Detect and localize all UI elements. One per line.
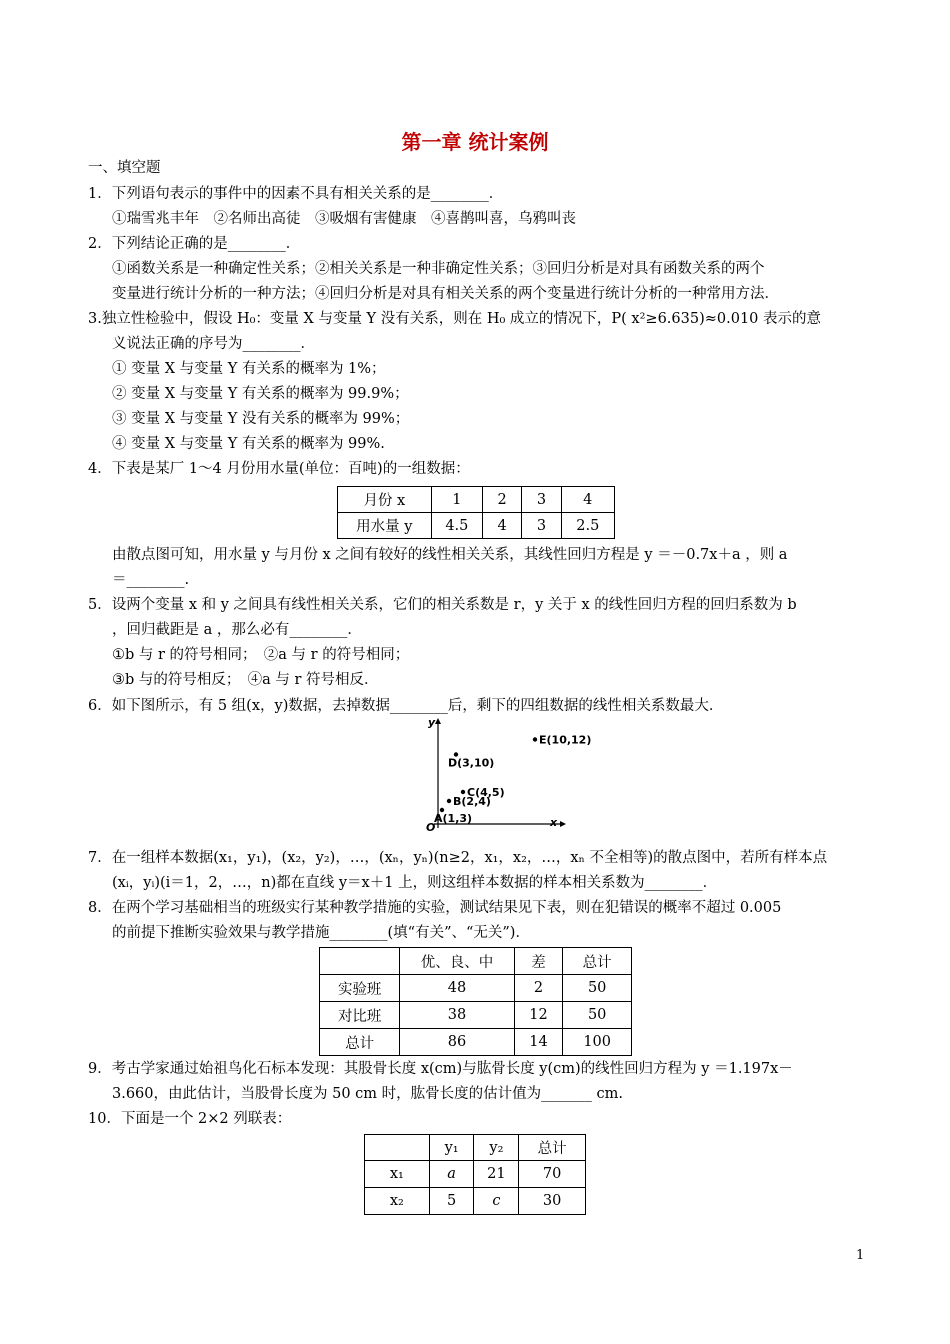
- table-cell: [320, 948, 400, 975]
- question-2-options-line1: ①函数关系是一种确定性关系；②相关关系是一种非确定性关系；③回归分析是对具有函数关系的两个: [112, 261, 765, 277]
- table-cell: 3: [522, 487, 561, 513]
- table-cell: 5: [429, 1188, 474, 1215]
- question-3-cont: 义说法正确的序号为________．: [112, 336, 315, 352]
- table-cell: 12: [514, 1002, 563, 1029]
- scatter-point-label: E(10,12): [539, 733, 592, 747]
- question-4: 4．下表是某厂 1～4 月份用水量(单位：百吨)的一组数据：: [88, 461, 470, 477]
- page-title: 第一章 统计案例: [401, 130, 549, 154]
- table-cell: 14: [514, 1029, 563, 1056]
- table-cell: 差: [514, 948, 563, 975]
- table-cell: 4.5: [431, 513, 482, 539]
- scatter-point-label: B(2,4): [453, 795, 491, 808]
- table-cell: 总计: [563, 948, 632, 975]
- question-5: 5．设两个变量 x 和 y 之间具有线性相关关系，它们的相关系数是 r，y 关于 x 的线性回归方程的回归系数为 b: [88, 597, 797, 613]
- scatter-point: [461, 790, 465, 794]
- table-cell: x₁: [365, 1161, 430, 1188]
- table-cell: 100: [563, 1029, 632, 1056]
- page-number: 1: [856, 1248, 865, 1263]
- table-cell: 38: [400, 1002, 514, 1029]
- table-cell: 总计: [320, 1029, 400, 1056]
- question-1: 1．下列语句表示的事件中的因素不具有相关关系的是________．: [88, 186, 504, 202]
- table-cell: 70: [519, 1161, 586, 1188]
- table-cell: 总计: [519, 1135, 586, 1161]
- scatter-point-label: C(4,5): [467, 786, 505, 799]
- x-axis-arrow: [560, 821, 566, 827]
- question-4-cont: 由散点图可知，用水量 y 与月份 x 之间有较好的线性相关关系，其线性回归方程是 y ＝－0.7x＋a ，则 a: [112, 547, 788, 563]
- class-results-table: [319, 947, 632, 1056]
- question-5-cont: ，回归截距是 a ，那么必有________．: [112, 622, 362, 638]
- question-4-answer: ＝________.: [112, 572, 190, 588]
- scatter-point: [533, 737, 537, 741]
- table-cell: 用水量 y: [338, 513, 432, 539]
- section-heading: 一、填空题: [88, 160, 161, 176]
- question-6: 6．如下图所示，有 5 组(x，y)数据，去掉数据________后，剩下的四组数据的线性相关系数最大．: [88, 698, 724, 714]
- question-9: 9．考古学家通过始祖鸟化石标本发现：其股骨长度 x(cm)与肱骨长度 y(cm)的线性回归方程为 y ＝1.197x－: [88, 1061, 793, 1077]
- table-cell: 实验班: [320, 975, 400, 1002]
- scatter-point-label: D(3,10): [448, 756, 495, 770]
- table-cell: 30: [519, 1188, 586, 1215]
- table-cell: y₂: [474, 1135, 519, 1161]
- table-cell: 2.5: [561, 513, 614, 539]
- table-cell: 3: [522, 513, 561, 539]
- question-5-options-2: ③b 与的符号相反； ④a 与 r 符号相反．: [112, 672, 379, 688]
- question-9-cont: 3.660，由此估计，当股骨长度为 50 cm 时，肱骨长度的估计值为_______ cm.: [112, 1086, 623, 1102]
- question-8: 8．在两个学习基础相当的班级实行某种教学措施的实验，测试结果见下表，则在犯错误的概率不超过 0.005: [88, 900, 782, 916]
- table-cell: 2: [514, 975, 563, 1002]
- table-cell: x₂: [365, 1188, 430, 1215]
- table-cell: 1: [431, 487, 482, 513]
- table-cell: 50: [563, 975, 632, 1002]
- x-axis-label: x: [550, 816, 558, 829]
- question-8-cont: 的前提下推断实验效果与教学措施________(填“有关”、“无关”)．: [112, 925, 530, 941]
- table-cell: 48: [400, 975, 514, 1002]
- table-cell: [365, 1135, 430, 1161]
- question-3-option-2: ② 变量 X 与变量 Y 有关系的概率为 99.9%；: [112, 386, 409, 402]
- question-3: 3.独立性检验中，假设 H₀：变量 X 与变量 Y 没有关系，则在 H₀ 成立的情况下，P( x²≥6.635)≈0.010 表示的意: [88, 311, 822, 327]
- question-2: 2．下列结论正确的是________．: [88, 236, 301, 252]
- table-cell: c: [474, 1188, 519, 1215]
- table-cell: 优、良、中: [400, 948, 514, 975]
- question-5-options-1: ①b 与 r 的符号相同； ②a 与 r 的符号相同；: [112, 647, 410, 663]
- scatter-figure: [410, 712, 592, 836]
- y-axis-label: y: [428, 716, 436, 729]
- question-2-options-line2: 变量进行统计分析的一种方法；④回归分析是对具有相关关系的两个变量进行统计分析的一种常用方法．: [112, 286, 779, 302]
- table-cell: 2: [483, 487, 522, 513]
- table-cell: y₁: [429, 1135, 474, 1161]
- table-cell: 86: [400, 1029, 514, 1056]
- table-cell: 4: [483, 513, 522, 539]
- question-3-option-4: ④ 变量 X 与变量 Y 有关系的概率为 99%.: [112, 436, 385, 452]
- scatter-point: [447, 799, 451, 803]
- contingency-table: [364, 1134, 586, 1215]
- question-7: 7．在一组样本数据(x₁，y₁)，(x₂，y₂)，…，(xₙ，yₙ)(n≥2，x₁，x₂，…，xₙ 不全相等)的散点图中，若所有样本点: [88, 850, 828, 866]
- question-3-option-1: ① 变量 X 与变量 Y 有关系的概率为 1%；: [112, 361, 386, 377]
- table-cell: 4: [561, 487, 614, 513]
- question-7-cont: (xᵢ，yᵢ)(i＝1，2，…，n)都在直线 y＝x＋1 上，则这组样本数据的样本相关系数为________．: [112, 875, 718, 891]
- table-cell: 月份 x: [338, 487, 432, 513]
- table-cell: 对比班: [320, 1002, 400, 1029]
- question-1-options: ①瑞雪兆丰年 ②名师出高徒 ③吸烟有害健康 ④喜鹊叫喜，乌鸦叫丧: [112, 211, 576, 227]
- origin-label: O: [426, 821, 436, 834]
- water-usage-table: [337, 486, 615, 539]
- table-cell: 21: [474, 1161, 519, 1188]
- question-10: 10．下面是一个 2×2 列联表：: [88, 1111, 292, 1127]
- table-cell: a: [429, 1161, 474, 1188]
- question-3-option-3: ③ 变量 X 与变量 Y 没有关系的概率为 99%；: [112, 411, 410, 427]
- scatter-point-label: A(1,3): [434, 812, 473, 825]
- table-cell: 50: [563, 1002, 632, 1029]
- y-axis-arrow: [435, 718, 441, 724]
